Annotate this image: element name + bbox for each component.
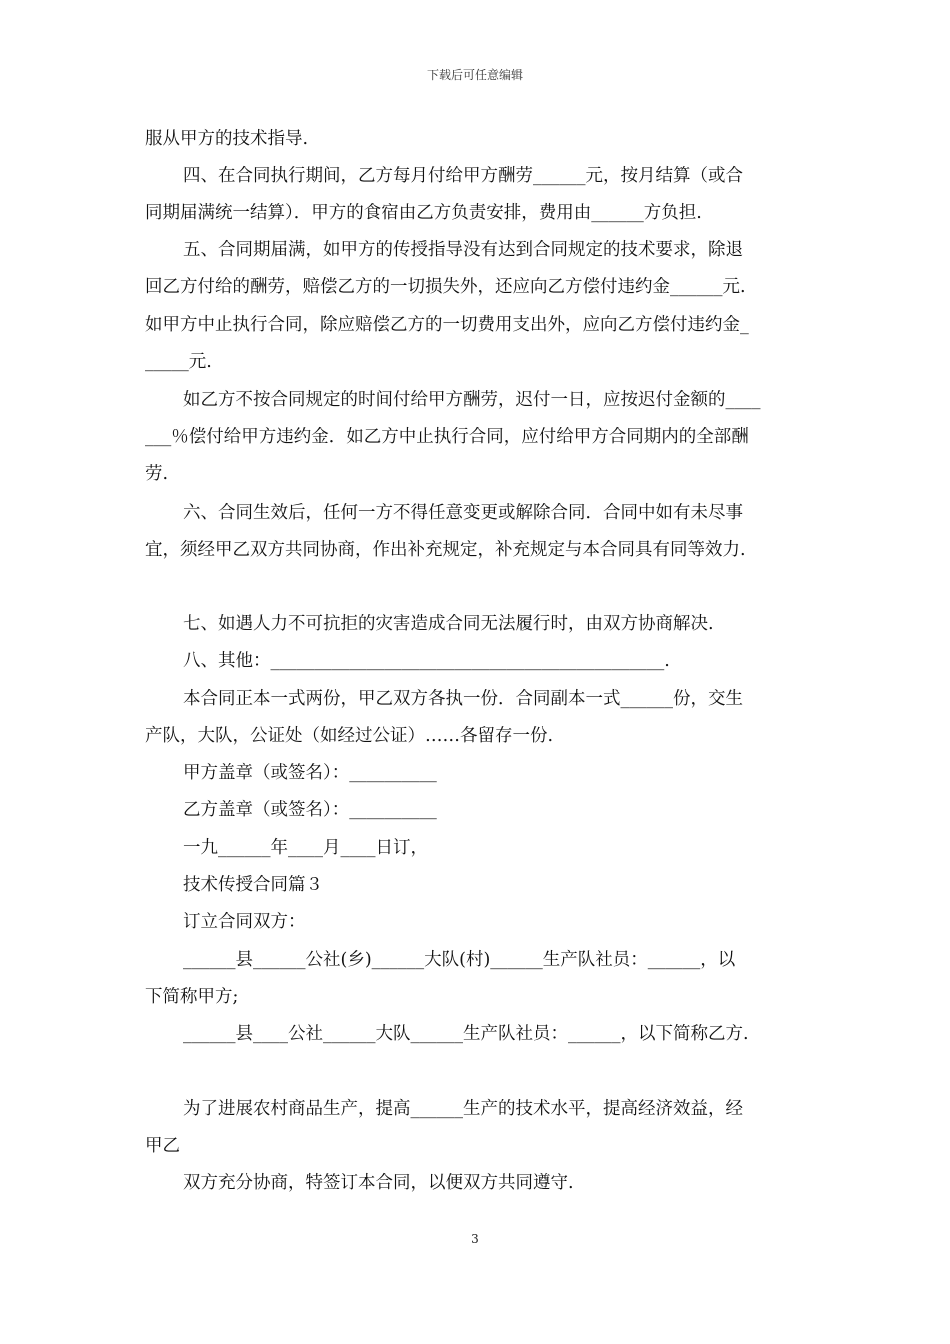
text-line: ______县____公社______大队______生产队社员：______，以下简称乙方. <box>183 1024 749 1044</box>
text-line: 本合同正本一式两份，甲乙双方各执一份．合同副本一式______份，交生 <box>183 689 743 709</box>
section-heading: 技术传授合同篇３ <box>183 875 323 895</box>
text-line: ___％偿付给甲方违约金．如乙方中止执行合同，应付给甲方合同期内的全部酬 <box>145 427 749 447</box>
text-line: 服从甲方的技术指导. <box>145 129 309 149</box>
text-line: 宜，须经甲乙双方共同协商，作出补充规定，补充规定与本合同具有同等效力. <box>145 540 746 560</box>
text-line: _____元. <box>145 352 212 372</box>
text-line: 产队，大队，公证处（如经过公证）……各留存一份. <box>145 726 554 746</box>
text-line: 甲方盖章（或签名）：__________ <box>183 763 437 783</box>
text-line: 同期届满统一结算）．甲方的食宿由乙方负责安排，费用由______方负担. <box>145 203 702 223</box>
text-line: 甲乙 <box>145 1136 180 1156</box>
text-line: 回乙方付给的酬劳，赔偿乙方的一切损失外，还应向乙方偿付违约金______元. <box>145 277 746 297</box>
text-line: 为了进展农村商品生产，提高______生产的技术水平，提高经济效益，经 <box>183 1099 743 1119</box>
page-header: 下载后可任意编辑 <box>426 68 523 82</box>
page-number: 3 <box>471 1232 479 1246</box>
text-line: 如乙方不按合同规定的时间付给甲方酬劳，迟付一日，应按迟付金额的____ <box>183 390 761 410</box>
text-line: 劳. <box>145 464 169 484</box>
text-line: 如甲方中止执行合同，除应赔偿乙方的一切费用支出外，应向乙方偿付违约金_ <box>145 315 749 335</box>
text-line: 四、在合同执行期间，乙方每月付给甲方酬劳______元，按月结算（或合 <box>183 166 743 186</box>
text-line: 七、如遇人力不可抗拒的灾害造成合同无法履行时，由双方协商解决. <box>183 614 714 634</box>
text-line: 乙方盖章（或签名）：__________ <box>183 800 437 820</box>
text-line: 一九______年____月____日订， <box>183 838 428 858</box>
text-line: 五、合同期届满，如甲方的传授指导没有达到合同规定的技术要求，除退 <box>183 240 743 260</box>
text-line: 下简称甲方; <box>145 987 239 1007</box>
text-line: 订立合同双方： <box>183 912 306 932</box>
text-line: 双方充分协商，特签订本合同，以便双方共同遵守. <box>183 1173 574 1193</box>
text-line: 八、其他：_____________________________________________. <box>183 651 670 671</box>
text-line: 六、合同生效后，任何一方不得任意变更或解除合同．合同中如有未尽事 <box>183 503 743 523</box>
text-line: ______县______公社(乡)______大队(村)______生产队社员：______，以 <box>183 950 736 970</box>
